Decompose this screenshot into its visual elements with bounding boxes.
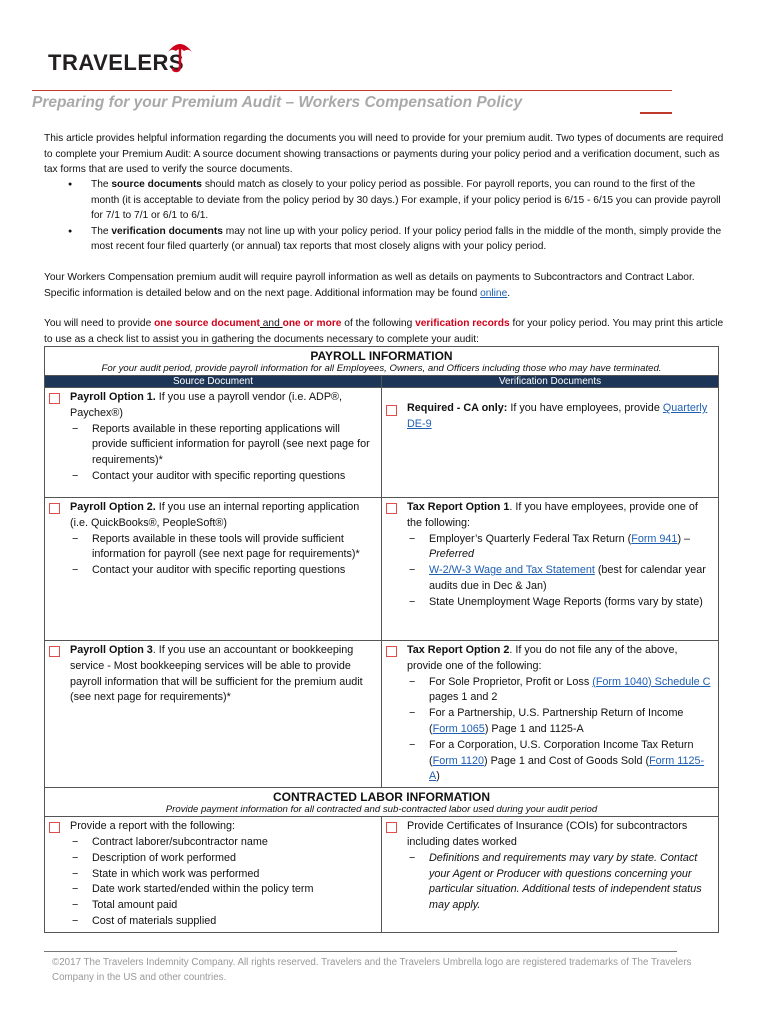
list-item: − Date work started/ended within the policy term <box>70 882 377 898</box>
contracted-report-cell: Provide a report with the following: − Contract laborer/subcontractor name − Description of work performed − State in which work was performed − Date work started/ended within the policy term − Total amount paid − Cost of materials supplied <box>45 817 382 933</box>
form-941-link[interactable]: Form 941 <box>631 532 678 545</box>
list-item: − Total amount paid <box>70 898 377 914</box>
list-item: − Reports available in these reporting applications will provide sufficient information for payroll (see next page for requirements)* <box>70 422 377 469</box>
payroll-paragraph: Your Workers Compensation premium audit will require payroll information as well as details on payments to Subcontractors and Contract Labor. Specific information is detailed below and on the next page. Additional information may be found online. <box>44 272 695 299</box>
list-item: − For a Partnership, U.S. Partnership Return of Income (Form 1065) Page 1 and 1125-A <box>407 706 714 738</box>
list-item: − Contract laborer/subcontractor name <box>70 835 377 851</box>
payroll-option-3-cell: Payroll Option 3. If you use an accountant or bookkeeping service - Most bookkeeping services will be able to provide payroll information that will be sufficient for the premium audit (see next page for requirements)* <box>45 641 382 788</box>
verification-documents-header: Verification Documents <box>382 376 719 388</box>
checkbox[interactable] <box>386 646 397 657</box>
audit-checklist-table <box>44 346 719 933</box>
list-item: − State in which work was performed <box>70 867 377 883</box>
page-title: Preparing for your Premium Audit – Workers Compensation Policy <box>32 94 523 111</box>
list-item: − Reports available in these tools will provide sufficient information for payroll (see next page for requirements)* <box>70 532 377 564</box>
payroll-section-header <box>45 347 719 376</box>
form-1125a-link[interactable]: Form 1125-A <box>429 754 705 783</box>
w2-w3-link[interactable]: W-2/W-3 Wage and Tax Statement <box>429 564 595 577</box>
checkbox[interactable] <box>49 646 60 657</box>
intro-paragraph: This article provides helpful information regarding the documents you will need to provide for your premium audit. Two types of documents are required to complete your Premium Audit: A source document showing transactions or payments during your policy period and a verification document, such as tax forms that are used to verify the source documents. <box>44 133 724 175</box>
logo-text: TRAVELERS <box>48 50 185 75</box>
contracted-subtitle: Provide payment information for all contracted and sub-contracted labor used during your audit period <box>165 804 598 816</box>
checkbox[interactable] <box>49 822 60 833</box>
checkbox[interactable] <box>386 822 397 833</box>
payroll-option-1-cell: Payroll Option 1. If you use a payroll vendor (i.e. ADP®, Paychex®) − Reports available in these reporting applications will provide sufficient information for payroll (see next page for requirements)* − Contact your auditor with specific reporting questions <box>45 388 382 498</box>
list-item: − Employer’s Quarterly Federal Tax Return (Form 941) – Preferred <box>407 532 714 564</box>
title-accent-rule <box>640 112 672 114</box>
checkbox[interactable] <box>386 503 397 514</box>
form-1120-link[interactable]: Form 1120 <box>432 754 485 767</box>
form-1040-link[interactable]: (Form 1040) Schedule C <box>592 675 711 688</box>
source-document-header: Source Document <box>45 376 382 388</box>
list-item: − Contact your auditor with specific reporting questions <box>70 563 377 579</box>
footer-copyright: ©2017 The Travelers Indemnity Company. All rights reserved. Travelers and the Travelers Umbrella logo are registered trademarks of The Travelers Company in the US and other countries. <box>52 957 692 983</box>
tax-report-option-2-cell: Tax Report Option 2. If you do not file any of the above, provide one of the following: − For Sole Proprietor, Profit or Loss (Form 1040) Schedule C pages 1 and 2 − For a Partnership, U.S. Partnership Return of Income (Form 1065) Page 1 and 1125-A − For a Corporation, U.S. Corporation Income Tax Return (Form 1120) Page 1 and Cost of Goods Sold (Form 1125-A) <box>382 641 719 788</box>
quarterly-de9-link[interactable]: Quarterly DE-9 <box>407 402 708 430</box>
tax-report-option-1-cell: Tax Report Option 1. If you have employees, provide one of the following: − Employer’s Quarterly Federal Tax Return (Form 941) – Preferred − W-2/W-3 Wage and Tax Statement (best for calendar year audits due in Dec & Jan) − State Unemployment Wage Reports (forms vary by state) <box>382 498 719 641</box>
checkbox[interactable] <box>49 503 60 514</box>
list-item: − For a Corporation, U.S. Corporation Income Tax Return (Form 1120) Page 1 and Cost of Goods Sold (Form 1125-A) <box>407 738 714 785</box>
title-top-rule <box>32 90 672 91</box>
list-item: ● The verification documents may not line up with your policy period. If your policy period falls in the middle of the month, simply provide the most recent four filed quarterly (or annual) tax reports that most closely aligns with your policy period. <box>44 224 724 255</box>
list-item: − W-2/W-3 Wage and Tax Statement (best for calendar year audits due in Dec & Jan) <box>407 563 714 595</box>
document-type-list <box>44 177 724 255</box>
list-item: − Cost of materials supplied <box>70 914 377 930</box>
list-item: − Contact your auditor with specific reporting questions <box>70 469 377 485</box>
list-item: − State Unemployment Wage Reports (forms vary by state) <box>407 595 714 611</box>
umbrella-icon <box>166 38 194 74</box>
contracted-section-header <box>45 788 719 817</box>
form-1065-link[interactable]: Form 1065 <box>432 722 485 735</box>
checklist-paragraph: You will need to provide one source document and one or more of the following verification records for your policy period. You may print this article to use as a check list to assist you in gathering the documents necessary to complete your audit: <box>44 318 724 345</box>
ca-required-cell: Required - CA only: If you have employees, provide Quarterly DE-9 <box>382 388 719 498</box>
checkbox[interactable] <box>49 393 60 404</box>
checkbox[interactable] <box>386 405 397 416</box>
online-link[interactable]: online <box>480 287 508 299</box>
footer-rule <box>44 951 677 952</box>
payroll-subtitle: For your audit period, provide payroll information for all Employees, Owners, and Officers including those who may have terminated. <box>101 363 662 374</box>
payroll-title: PAYROLL INFORMATION <box>310 349 453 363</box>
list-item: − For Sole Proprietor, Profit or Loss (Form 1040) Schedule C pages 1 and 2 <box>407 675 714 707</box>
contracted-title: CONTRACTED LABOR INFORMATION <box>272 790 491 805</box>
contracted-coi-cell: Provide Certificates of Insurance (COIs) for subcontractors including dates worked − Definitions and requirements may vary by state. Contact your Agent or Producer with questions concerning your particular situation. Additional tests of independent status may apply. <box>382 817 719 933</box>
list-item: ● The source documents should match as closely to your policy period as possible. For payroll reports, you can round to the first of the month (it is acceptable to deviate from the policy period by 30 days.) For example, if your policy period is 6/15 - 6/15 you can provide payroll for 7/1 to 7/1 or 6/1 to 6/1. <box>44 177 724 224</box>
list-item: − Definitions and requirements may vary by state. Contact your Agent or Producer with questions concerning your particular situation. Additional tests of independent status may apply. <box>407 851 714 914</box>
payroll-option-2-cell: Payroll Option 2. If you use an internal reporting application (i.e. QuickBooks®, PeopleSoft®) − Reports available in these tools will provide sufficient information for payroll (see next page for requirements)* − Contact your auditor with specific reporting questions <box>45 498 382 641</box>
list-item: − Description of work performed <box>70 851 377 867</box>
